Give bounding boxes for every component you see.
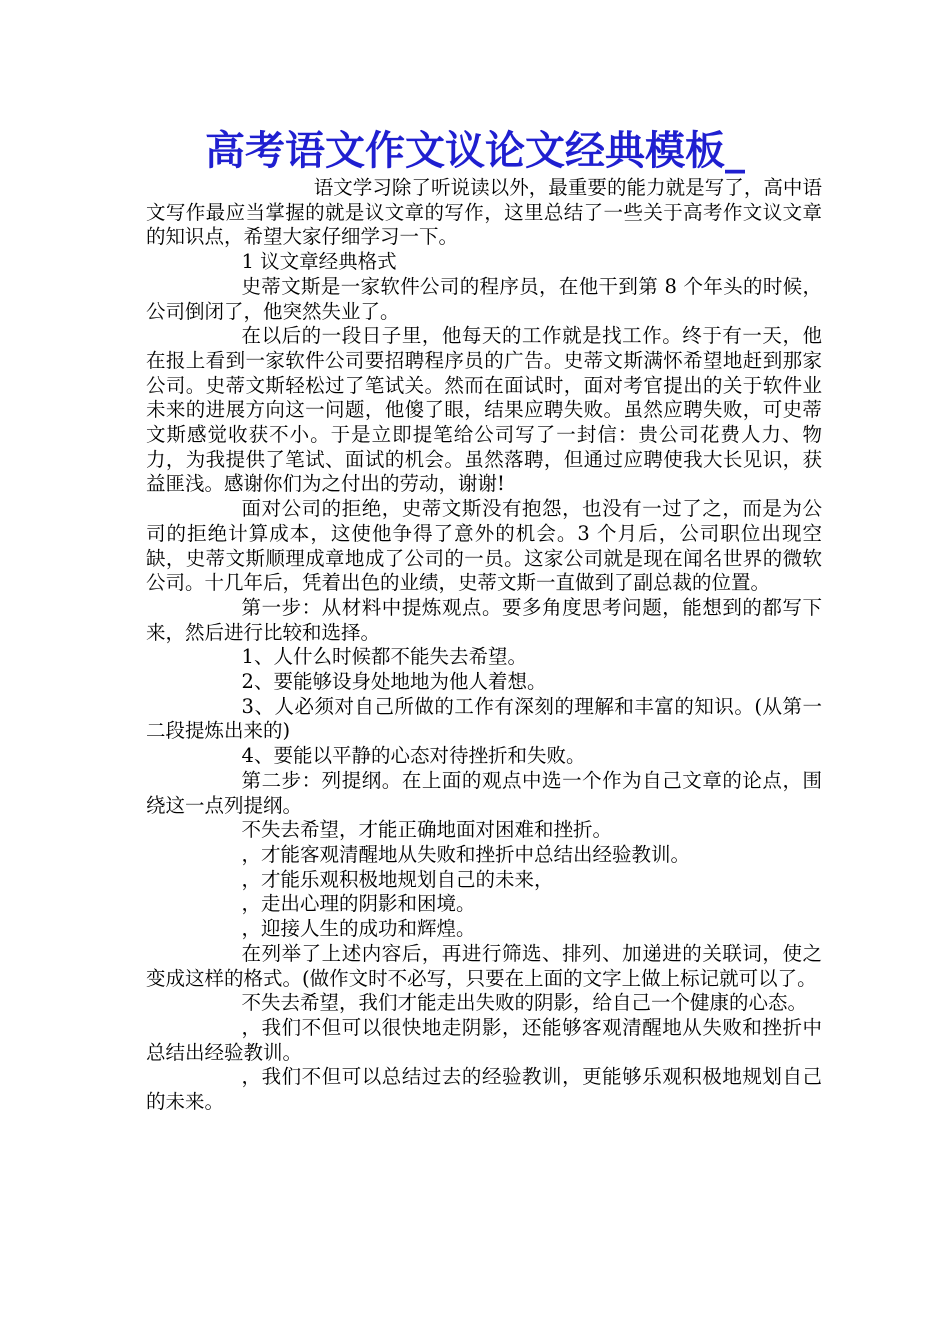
paragraph: 在列举了上述内容后，再进行筛选、排列、加递进的关联词，使之变成这样的格式。(做作文时不必写，只要在上面的文字上做上标记就可以了。 [146,941,822,990]
outline-item: ，才能乐观积极地规划自己的未来， [241,867,554,891]
list-item: 3、人必须对自己所做的工作有深刻的理解和丰富的知识。(从第一二段提炼出来的) [146,694,822,743]
outline-item: 不失去希望，才能正确地面对困难和挫折。 [241,818,613,842]
paragraph: 不失去希望，我们才能走出失败的阴影，给自己一个健康的心态。 [241,991,808,1015]
paragraph: 第一步：从材料中提炼观点。要多角度思考问题，能想到的都写下来，然后进行比较和选择。 [146,595,822,644]
paragraph: 面对公司的拒绝，史蒂文斯没有抱怨，也没有一过了之，而是为公司的拒绝计算成本，这使他争得了意外的机会。3 个月后，公司职位出现空缺，史蒂文斯顺理成章地成了公司的一员。这家公司就是现在闻名世界的微软公司。十几年后，凭着出色的业绩，史蒂文斯一直做到了副总裁的位置。 [146,497,822,595]
outline-item: ，走出心理的阴影和困境。 [241,892,476,916]
list-item: 4、要能以平静的心态对待挫折和失败。 [241,744,586,768]
list-item: 1、人什么时候都不能失去希望。 [241,645,527,669]
outline-item: ，迎接人生的成功和辉煌。 [241,917,476,941]
section-heading: 1 议文章经典格式 [241,250,397,274]
paragraph: 第二步：列提纲。在上面的观点中选一个作为自己文章的论点，围绕这一点列提纲。 [146,768,822,817]
paragraph: 在以后的一段日子里，他每天的工作就是找工作。终于有一天，他在报上看到一家软件公司要招聘程序员的广告。史蒂文斯满怀希望地赶到那家公司。史蒂文斯轻松过了笔试关。然而在面试时，面对考官提出的关于软件业未来的进展方向这一问题，他傻了眼，结果应聘失败。虽然应聘失败，可史蒂文斯感觉收获不小。于是立即提笔给公司写了一封信：贵公司花费人力、物力，为我提供了笔试、面试的机会。虽然落聘，但通过应聘使我大长见识，获益匪浅。感谢你们为之付出的劳动，谢谢! [146,324,822,496]
paragraph-intro: 语文学习除了听说读以外，最重要的能力就是写了，高中语文写作最应当掌握的就是议文章的写作，这里总结了一些关于高考作文议文章的知识点，希望大家仔细学习一下。 [146,176,822,249]
document-body [146,176,822,1115]
list-item: 2、要能够设身处地地为他人着想。 [241,670,547,694]
paragraph: 史蒂文斯是一家软件公司的程序员，在他干到第 8 个年头的时候，公司倒闭了，他突然失业了。 [146,274,822,323]
outline-item: ，才能客观清醒地从失败和挫折中总结出经验教训。 [241,842,691,866]
paragraph: ，我们不但可以总结过去的经验教训，更能够乐观积极地规划自己的未来。 [146,1065,822,1114]
paragraph: ，我们不但可以很快地走阴影，还能够客观清醒地从失败和挫折中总结出经验教训。 [146,1015,822,1064]
document-title: 高考语文作文议论文经典模板_ [205,127,745,174]
